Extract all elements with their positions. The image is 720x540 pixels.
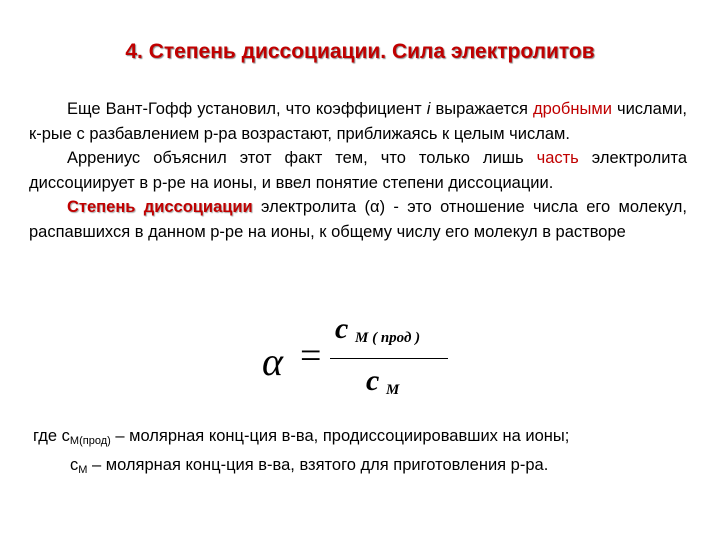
paragraph-vant-hoff <box>29 97 687 146</box>
p2-text-1: Аррениус объяснил этот факт тем, что только лишь <box>67 149 537 167</box>
p1-text-2: выражается <box>430 100 533 118</box>
legend-line-cm-prod <box>33 424 703 453</box>
formula-fraction-bar <box>330 358 448 359</box>
legend-2-prefix: с <box>70 456 79 474</box>
legend-1-text: – молярная конц-ция в-ва, продиссоциировавших на ионы; <box>110 427 570 445</box>
p1-coefficient-i: i <box>426 100 431 118</box>
p2-text-2: электролита диссоциирует в р-ре на ионы, и ввел понятие степени диссоциации. <box>29 149 687 192</box>
legend-1-prefix: где с <box>33 427 70 445</box>
legend-2-text: – молярная конц-ция в-ва, взятого для приготовления р-ра. <box>87 456 549 474</box>
formula-numerator-subscript: M ( прод ) <box>355 330 421 346</box>
legend-2-subscript: М <box>78 464 88 476</box>
paragraph-definition <box>29 195 687 244</box>
body-text <box>29 97 687 244</box>
formula-numerator-c: c <box>335 312 349 345</box>
p1-highlight-fractional: дробными <box>532 100 612 118</box>
formula-denominator-subscript: M <box>386 382 400 398</box>
p3-text-1: электролита (α) - это отношение числа его молекул, распавшихся в данном р-ре на ионы, к общему числу его молекул в растворе <box>29 198 687 241</box>
paragraph-arrhenius <box>29 146 687 195</box>
formula-alpha <box>262 312 462 408</box>
p3-term-degree-dissociation: Степень диссоциации <box>67 198 253 216</box>
formula-denominator-c: c <box>366 364 380 397</box>
p2-highlight-part: часть <box>536 149 579 167</box>
p1-text-1: Еще Вант-Гофф установил, что коэффициент <box>67 100 427 118</box>
formula-equals-sign: = <box>300 335 322 377</box>
formula-alpha-symbol: α <box>262 339 283 384</box>
p1-text-3: числами, к-рые с разбавлением р-ра возрастают, приближаясь к целым числам. <box>29 100 687 143</box>
legend-1-subscript: М(прод) <box>69 435 111 447</box>
slide-title: 4. Степень диссоциации. Сила электролитов <box>125 40 595 63</box>
legend-line-cm <box>33 453 703 482</box>
legend-definitions <box>33 424 703 482</box>
